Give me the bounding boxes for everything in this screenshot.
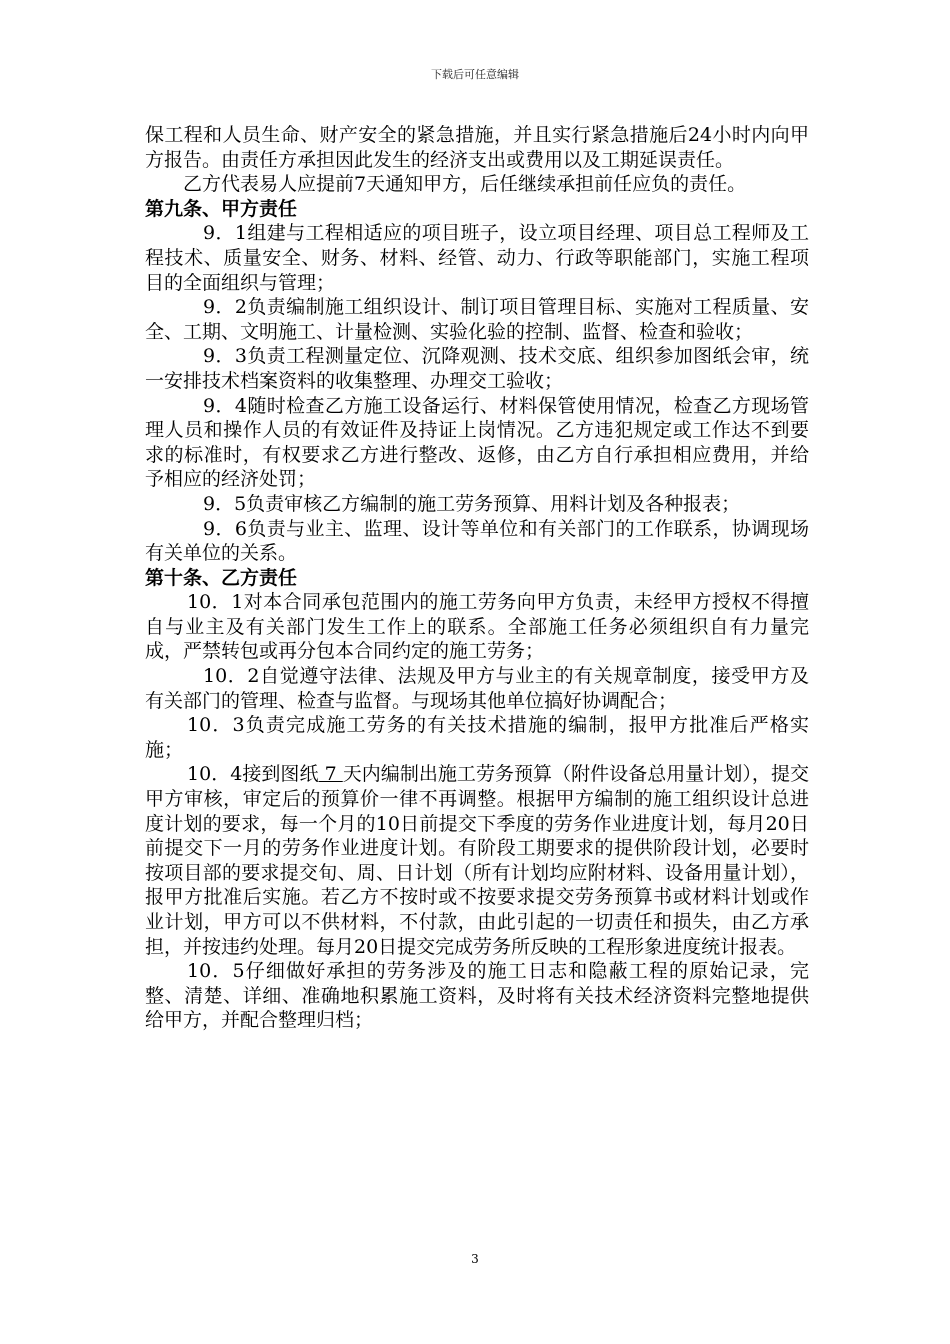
clause-10-4-start: 10．4接到图纸 — [187, 763, 319, 786]
clause-9-6: 9．6负责与业主、监理、设计等单位和有关部门的工作联系，协调现场有关单位的关系。 — [145, 517, 809, 565]
section-heading-10: 第十条、乙方责任 — [145, 566, 298, 589]
clause-10-2: 10．2自觉遵守法律、法规及甲方与业主的有关规章制度，接受甲方及有关部门的管理、检查与监督。与现场其他单位搞好协调配合； — [145, 665, 809, 712]
clause-10-5: 10．5仔细做好承担的劳务涉及的施工日志和隐蔽工程的原始记录，完整、清楚、详细、准确地积累施工资料，及时将有关技术经济资料完整地提供给甲方，并配合整理归档； — [145, 960, 809, 1032]
clause-9-5: 9．5负责审核乙方编制的施工劳务预算、用料计划及各种报表； — [203, 492, 741, 515]
page-header: 下载后可任意编辑 — [431, 68, 519, 81]
clause-9-4: 9．4随时检查乙方施工设备运行、材料保管使用情况，检查乙方现场管理人员和操作人员的有效证件及持证上岗情况。乙方违犯规定或工作达不到要求的标准时，有权要求乙方进行整改、返修，由乙方自行承担相应费用，并给予相应的经济处罚； — [145, 394, 809, 491]
section-heading-9: 第九条、甲方责任 — [145, 197, 298, 220]
clause-10-4-rest: 天内编制出施工劳务预算（附件设备总用量计划），提交甲方审核，审定后的预算价一律不再调整。根据甲方编制的施工组织设计总进度计划的要求，每一个月的10日前提交下季度的劳务作业进度计划，每月20日前提交下一月的劳务作业进度计划。有阶段工期要求的提供阶段计划，必要时按项目部的要求提交旬、周、日计划（所有计划均应附材料、设备用量计划），报甲方批准后实施。若乙方不按时或不按要求提交劳务预算书或材料计划或作业计划，甲方可以不供材料，不付款，由此引起的一切责任和损失，由乙方承担，并按违约处理。每月20日提交完成劳务所反映的工程形象进度统计报表。 — [145, 763, 809, 958]
days-value: 7 — [318, 763, 343, 786]
clause-10-4 — [145, 762, 809, 959]
clause-9-3: 9．3负责工程测量定位、沉降观测、技术交底、组织参加图纸会审，统一安排技术档案资料的收集整理、办理交工验收； — [145, 345, 809, 392]
clause-10-1: 10．1对本合同承包范围内的施工劳务向甲方负责，未经甲方授权不得擅自与业主及有关部门发生工作上的联系。全部施工任务必须组织自有力量完成，严禁转包或再分包本合同约定的施工劳务； — [145, 591, 809, 663]
document-body — [145, 123, 809, 1033]
clause-9-1: 9．1组建与工程相适应的项目班子，设立项目经理、项目总工程师及工程技术、质量安全、财务、材料、经管、动力、行政等职能部门，实施工程项目的全面组织与管理； — [145, 222, 809, 294]
clause-9-2: 9．2负责编制施工组织设计、制订项目管理目标、实施对工程质量、安全、工期、文明施工、计量检测、实验化验的控制、监督、检查和验收； — [145, 296, 809, 343]
paragraph: 保工程和人员生命、财产安全的紧急措施，并且实行紧急措施后24小时内向甲方报告。由责任方承担因此发生的经济支出或费用以及工期延误责任。 — [145, 124, 809, 171]
page-number: 3 — [471, 1252, 479, 1266]
paragraph: 乙方代表易人应提前7天通知甲方，后任继续承担前任应负的责任。 — [183, 173, 747, 196]
clause-10-3: 10．3负责完成施工劳务的有关技术措施的编制，报甲方批准后严格实施； — [145, 714, 809, 761]
